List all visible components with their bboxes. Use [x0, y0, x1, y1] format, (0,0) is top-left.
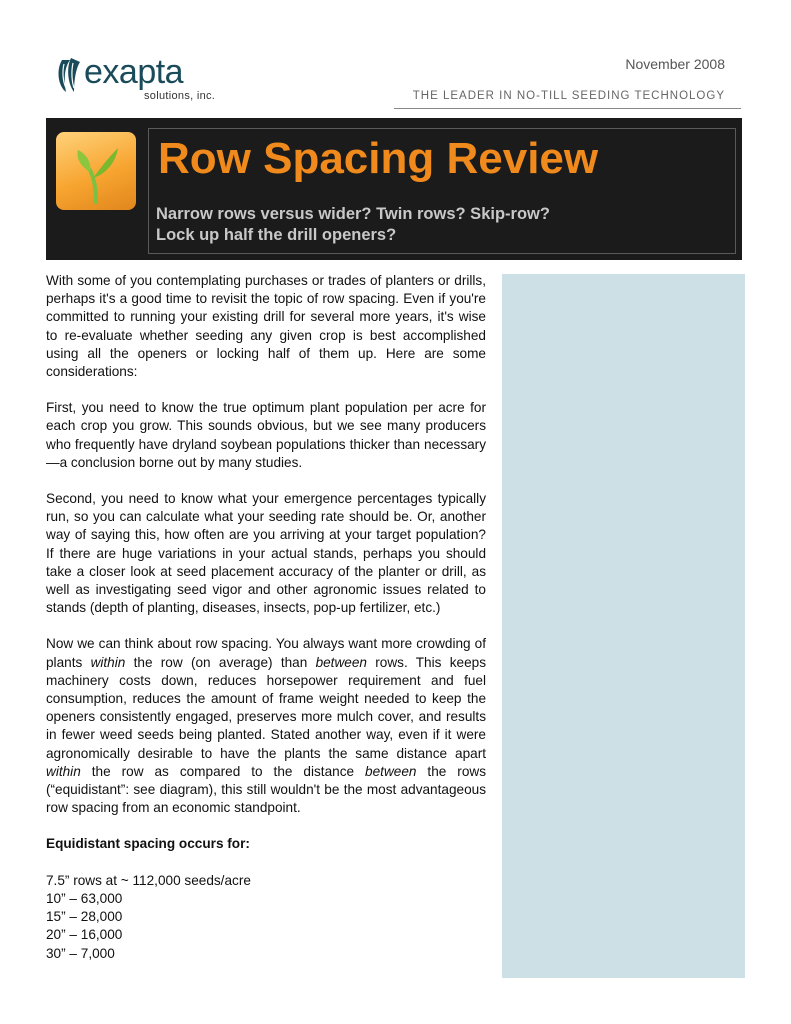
- text-segment: the rows (“equidistant”: see diagram), this still wouldn't be the most advantageous row spacing from an economic standpoint.: [46, 763, 487, 816]
- spacing-list-item: 20” – 16,000: [46, 927, 123, 943]
- text-segment: Now we can think about row spacing. You always want more crowding of plants: [46, 636, 486, 670]
- emphasis-within: within: [90, 654, 126, 670]
- sprout-icon: [56, 132, 136, 210]
- title-banner: [46, 118, 742, 260]
- seed-logo-icon: [56, 54, 86, 94]
- emphasis-within: within: [46, 763, 81, 779]
- page-title: Row Spacing Review: [158, 134, 599, 183]
- header-rule: [394, 108, 741, 109]
- page-subtitle: [156, 204, 550, 246]
- spacing-list: [46, 872, 486, 963]
- spacing-list-item: 30” – 7,000: [46, 945, 115, 961]
- spacing-list-item: 10” – 63,000: [46, 890, 123, 906]
- text-segment: the row as compared to the distance: [80, 763, 366, 779]
- paragraph-intro: With some of you contemplating purchases or trades of planters or drills, perhaps it's a good time to revisit the topic of row spacing. Even if you're committed to running your existing drill for several more years, it's wise to re-evaluate whether seeding any given crop is best accomplished using all the openers or locking half of them up. Here are some considerations:: [46, 273, 486, 380]
- paragraph-row-spacing: [46, 635, 486, 817]
- emphasis-between: between: [365, 763, 417, 779]
- emphasis-between: between: [315, 654, 367, 670]
- equidistant-heading: Equidistant spacing occurs for:: [46, 836, 250, 852]
- text-segment: the row (on average) than: [125, 654, 316, 670]
- subtitle-line-1: Narrow rows versus wider? Twin rows? Skip-row?: [156, 205, 550, 223]
- exapta-logo: [56, 52, 236, 112]
- spacing-list-item: 15” – 28,000: [46, 909, 123, 925]
- spacing-list-item: 7.5” rows at ~ 112,000 seeds/acre: [46, 872, 251, 888]
- issue-date: November 2008: [625, 56, 725, 72]
- logo-wordmark: exapta: [84, 53, 184, 91]
- subtitle-line-2: Lock up half the drill openers?: [156, 226, 397, 244]
- logo-subtitle: solutions, inc.: [144, 90, 216, 102]
- paragraph-emergence: Second, you need to know what your emergence percentages typically run, so you can calculate what your seeding rate should be. Or, another way of saying this, how often are you arriving at your target population? If there are huge variations in your actual stands, perhaps you should take a closer look at seed placement accuracy of the planter or drill, as well as investigating seed vigor and other agronomic issues related to stands (depth of planting, diseases, insects, pop-up fertilizer, etc.): [46, 491, 486, 616]
- company-tagline: THE LEADER IN NO-TILL SEEDING TECHNOLOGY: [412, 90, 725, 102]
- article-body: [46, 272, 486, 963]
- sprout-icon-box: [56, 132, 136, 210]
- paragraph-population: First, you need to know the true optimum plant population per acre for each crop you grow. This sounds obvious, but we see many producers who frequently have dryland soybean populations thicker than necessary—a conclusion borne out by many studies.: [46, 400, 486, 470]
- text-segment: rows. This keeps machinery costs down, reduces horsepower requirement and fuel consumption, reduces the amount of frame weight needed to keep the openers consistently engaged, preserves more mulch cover, and results in fewer weed seeds being planted. Stated another way, even if it were agronomically desirable to have the plants the same distance apart: [46, 654, 486, 761]
- sidebar-panel: [502, 274, 745, 978]
